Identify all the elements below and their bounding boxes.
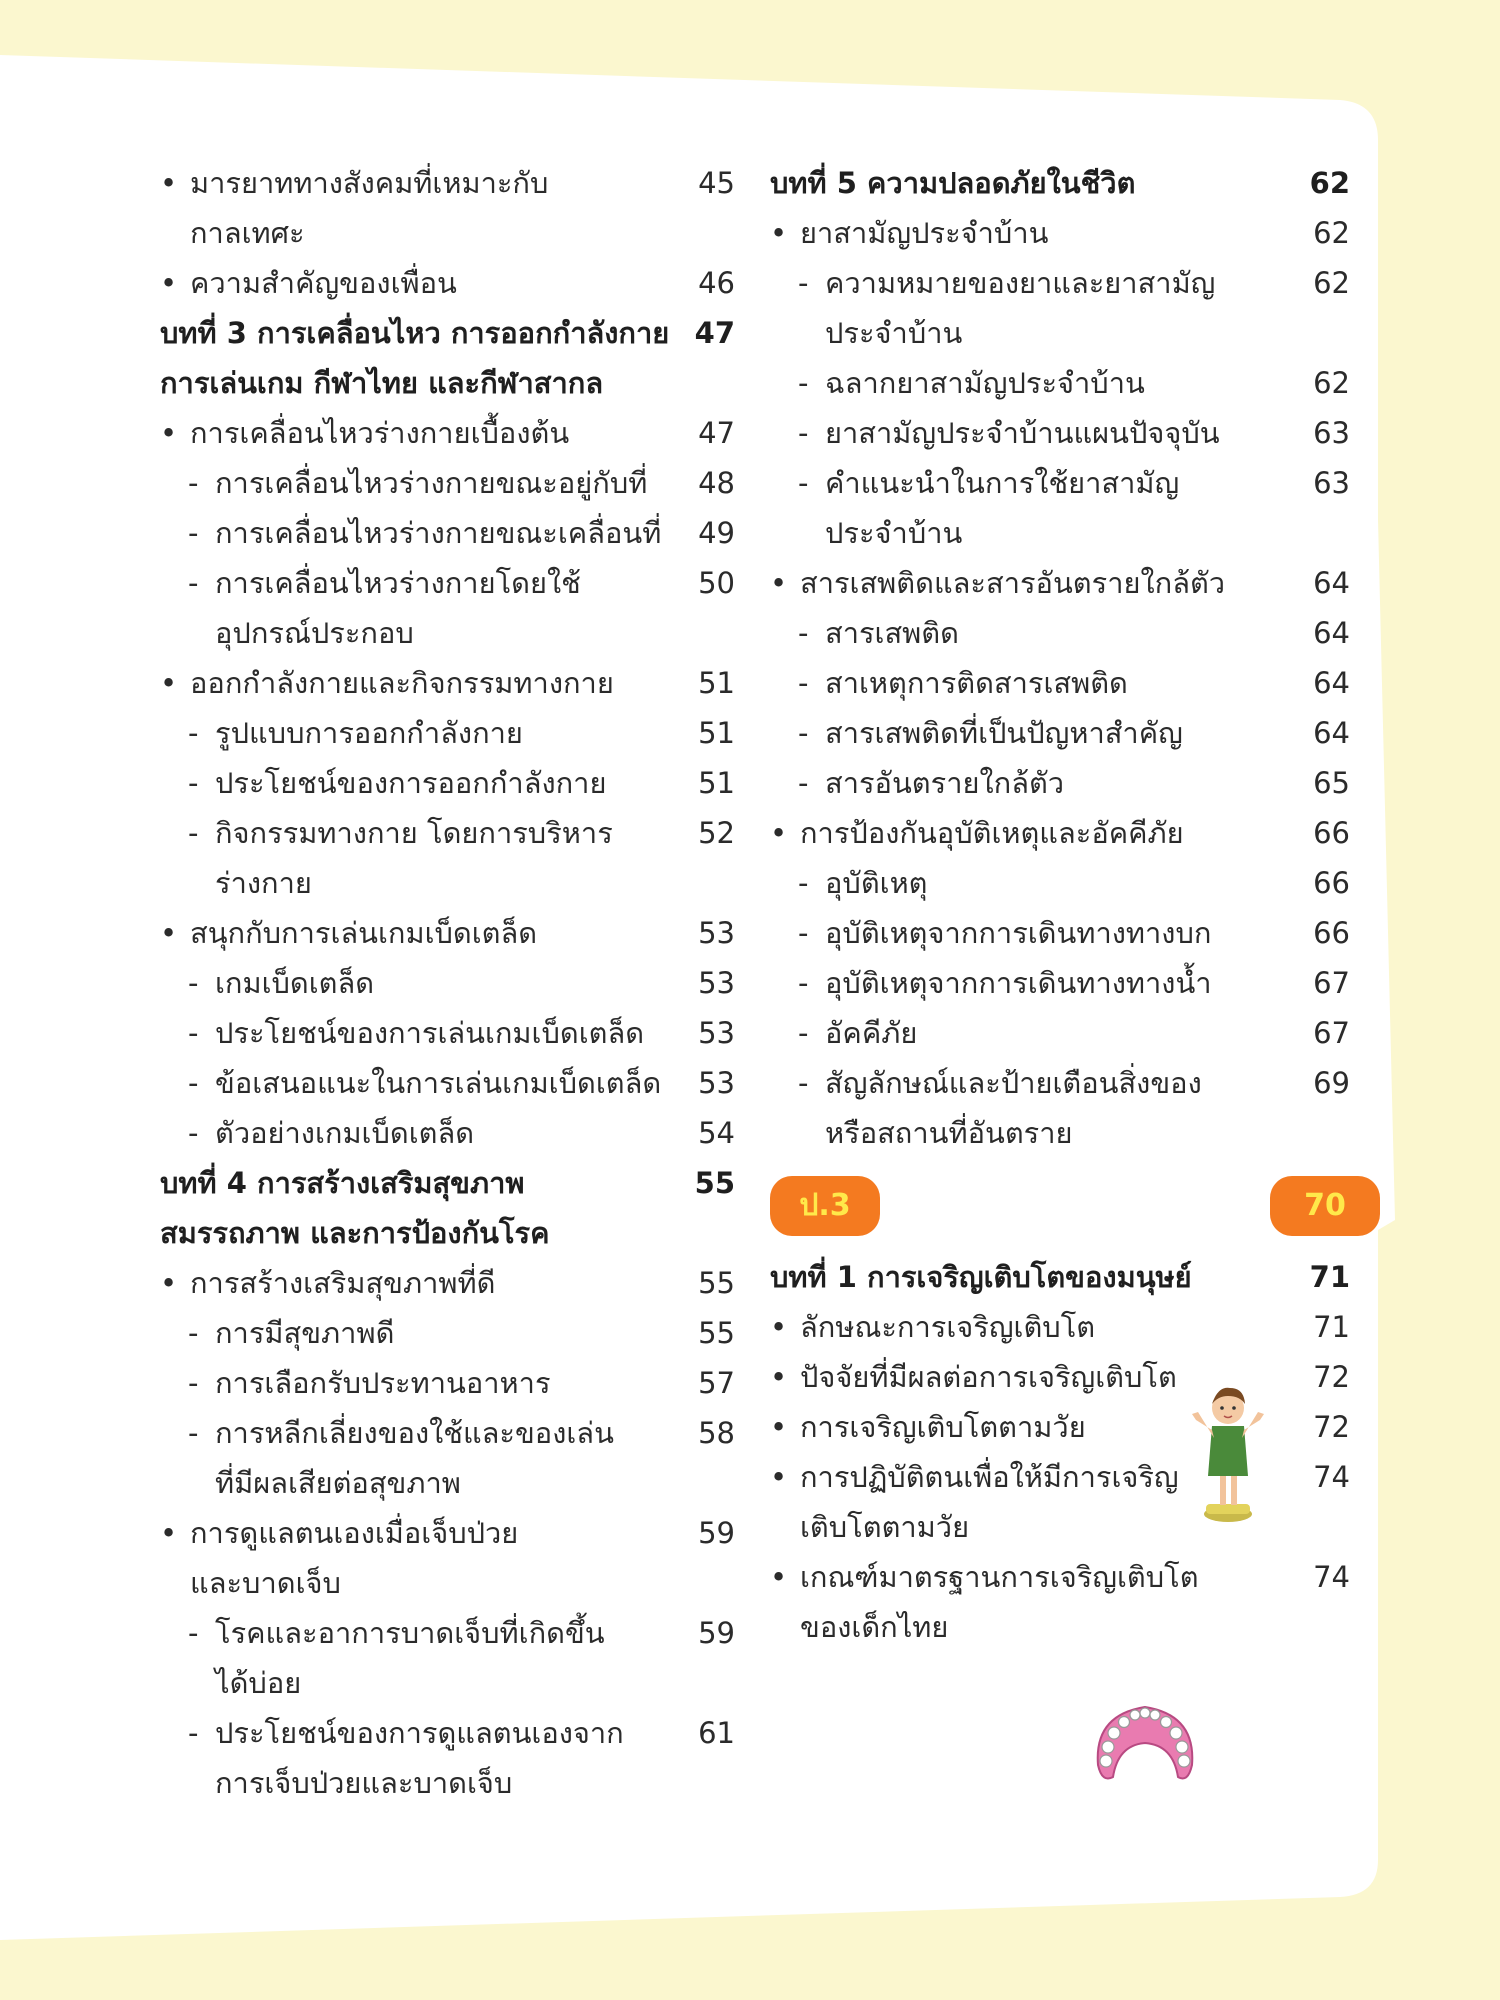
toc-page-number: 61 <box>698 1716 735 1750</box>
toc-page-number: 58 <box>698 1416 735 1450</box>
toc-entry-title: กิจกรรมทางกาย โดยการบริหาร <box>215 816 613 850</box>
toc-entry-title: มารยาททางสังคมที่เหมาะกับ <box>190 166 549 200</box>
toc-subtopic <box>160 758 735 808</box>
toc-page-number: 47 <box>694 316 735 350</box>
toc-subtopic <box>160 1708 735 1758</box>
toc-page-number: 52 <box>698 816 735 850</box>
toc-page-number: 64 <box>1313 666 1350 700</box>
dash-mark: - <box>188 466 199 500</box>
toc-page-number: 62 <box>1313 216 1350 250</box>
toc-topic <box>160 1258 735 1308</box>
toc-page-number: 53 <box>698 1016 735 1050</box>
toc-subtopic <box>160 508 735 558</box>
toc-entry-title: ร่างกาย <box>215 866 312 900</box>
toc-page-number: 46 <box>698 266 735 300</box>
toc-entry-title: ประจำบ้าน <box>825 516 963 550</box>
toc-subtopic <box>160 708 735 758</box>
dash-mark: - <box>798 266 809 300</box>
bullet-mark: • <box>770 1360 788 1394</box>
dash-mark: - <box>188 1316 199 1350</box>
bullet-mark: • <box>160 416 178 450</box>
bullet-mark: • <box>770 566 788 600</box>
toc-entry-title: สารเสพติด <box>825 616 959 650</box>
toc-entry-title: การมีสุขภาพดี <box>215 1316 395 1350</box>
toc-subtopic-continued <box>160 858 735 908</box>
toc-entry-title: ที่มีผลเสียต่อสุขภาพ <box>215 1466 461 1500</box>
toc-entry-title: เกณฑ์มาตรฐานการเจริญเติบโต <box>800 1560 1199 1594</box>
toc-subtopic <box>770 608 1350 658</box>
toc-subtopic <box>770 908 1350 958</box>
grade-page-pill: 70 <box>1270 1176 1380 1236</box>
toc-page-number: 67 <box>1313 966 1350 1000</box>
toc-subtopic-continued <box>160 1758 735 1808</box>
toc-entry-title: การเคลื่อนไหวร่างกายขณะเคลื่อนที่ <box>215 516 662 550</box>
toc-entry-title: สารอันตรายใกล้ตัว <box>825 766 1065 800</box>
toc-page-number: 59 <box>698 1616 735 1650</box>
toc-entry-title: ประโยชน์ของการดูแลตนเองจาก <box>215 1716 624 1750</box>
toc-entry-title: อุบัติเหตุจากการเดินทางทางน้ำ <box>825 966 1212 1000</box>
toc-subtopic <box>770 358 1350 408</box>
toc-page-number: 53 <box>698 966 735 1000</box>
toc-subtopic <box>160 958 735 1008</box>
toc-subtopic <box>770 708 1350 758</box>
bullet-mark: • <box>770 216 788 250</box>
toc-entry-title: เติบโตตามวัย <box>800 1510 970 1544</box>
toc-subtopic <box>770 408 1350 458</box>
toc-subtopic-continued <box>770 508 1350 558</box>
toc-topic <box>160 1508 735 1558</box>
dash-mark: - <box>188 1016 199 1050</box>
toc-entry-title: รูปแบบการออกกำลังกาย <box>215 716 523 750</box>
toc-subtopic-continued <box>160 1458 735 1508</box>
toc-page-number: 66 <box>1313 816 1350 850</box>
grade-section-bar <box>770 1176 1350 1242</box>
bullet-mark: • <box>160 1266 178 1300</box>
toc-entry-title: ของเด็กไทย <box>800 1610 949 1644</box>
toc-subtopic <box>160 558 735 608</box>
toc-chapter <box>160 358 735 408</box>
toc-topic <box>160 408 735 458</box>
dash-mark: - <box>188 516 199 550</box>
bullet-mark: • <box>770 1310 788 1344</box>
toc-entry-title: สารเสพติดและสารอันตรายใกล้ตัว <box>800 566 1226 600</box>
toc-subtopic <box>160 1608 735 1658</box>
toc-page-number: 74 <box>1313 1560 1350 1594</box>
dash-mark: - <box>798 666 809 700</box>
dash-mark: - <box>798 416 809 450</box>
toc-entry-title: สาเหตุการติดสารเสพติด <box>825 666 1128 700</box>
grade-label-pill: ป.3 <box>770 1176 880 1236</box>
toc-topic <box>770 808 1350 858</box>
dash-mark: - <box>798 1066 809 1100</box>
toc-entry-title: และบาดเจ็บ <box>190 1566 341 1600</box>
toc-entry-title: สมรรถภาพ และการป้องกันโรค <box>160 1216 550 1250</box>
toc-chapter <box>160 308 735 358</box>
toc-entry-title: ความสำคัญของเพื่อน <box>190 266 457 300</box>
dash-mark: - <box>188 1366 199 1400</box>
dash-mark: - <box>188 816 199 850</box>
toc-entry-title: บทที่ 3 การเคลื่อนไหว การออกกำลังกาย <box>160 316 670 350</box>
toc-page-number: 49 <box>698 516 735 550</box>
toc-subtopic <box>160 1308 735 1358</box>
toc-topic-continued <box>160 208 735 258</box>
toc-page-number: 51 <box>698 766 735 800</box>
toc-subtopic-continued <box>770 1108 1350 1158</box>
toc-page-number: 50 <box>698 566 735 600</box>
toc-entry-title: สารเสพติดที่เป็นปัญหาสำคัญ <box>825 716 1183 750</box>
toc-topic <box>160 158 735 208</box>
dash-mark: - <box>188 1116 199 1150</box>
dash-mark: - <box>798 616 809 650</box>
bullet-mark: • <box>160 916 178 950</box>
toc-entry-title: การเจ็บป่วยและบาดเจ็บ <box>215 1766 513 1800</box>
toc-entry-title: อุบัติเหตุ <box>825 866 928 900</box>
toc-entry-title: การดูแลตนเองเมื่อเจ็บป่วย <box>190 1516 519 1550</box>
bullet-mark: • <box>160 266 178 300</box>
toc-chapter <box>770 158 1350 208</box>
dash-mark: - <box>798 866 809 900</box>
toc-entry-title: ได้บ่อย <box>215 1666 302 1700</box>
toc-entry-title: การเคลื่อนไหวร่างกายขณะอยู่กับที่ <box>215 466 648 500</box>
dash-mark: - <box>798 366 809 400</box>
toc-entry-title: ประโยชน์ของการเล่นเกมเบ็ดเตล็ด <box>215 1016 645 1050</box>
toc-subtopic <box>160 808 735 858</box>
toc-page-number: 55 <box>694 1166 735 1200</box>
toc-entry-title: การเคลื่อนไหวร่างกายโดยใช้ <box>215 566 581 600</box>
bullet-mark: • <box>770 1460 788 1494</box>
dash-mark: - <box>188 1416 199 1450</box>
toc-topic <box>770 1302 1350 1352</box>
toc-entry-title: โรคและอาการบาดเจ็บที่เกิดขึ้น <box>215 1616 605 1650</box>
toc-entry-title: บทที่ 4 การสร้างเสริมสุขภาพ <box>160 1166 525 1200</box>
toc-page-number: 62 <box>1313 366 1350 400</box>
toc-entry-title: ยาสามัญประจำบ้าน <box>800 216 1049 250</box>
toc-page-number: 55 <box>698 1316 735 1350</box>
dash-mark: - <box>188 716 199 750</box>
toc-topic <box>770 558 1350 608</box>
toc-subtopic <box>770 758 1350 808</box>
toc-subtopic <box>770 458 1350 508</box>
toc-page-number: 71 <box>1309 1260 1350 1294</box>
toc-entry-title: อุบัติเหตุจากการเดินทางทางบก <box>825 916 1212 950</box>
toc-page-number: 45 <box>698 166 735 200</box>
toc-subtopic <box>160 1058 735 1108</box>
toc-topic <box>770 1552 1350 1602</box>
toc-subtopic <box>770 658 1350 708</box>
toc-chapter <box>160 1158 735 1208</box>
toc-page-number: 66 <box>1313 916 1350 950</box>
toc-topic <box>770 208 1350 258</box>
toc-page-number: 71 <box>1313 1310 1350 1344</box>
toc-entry-title: การเจริญเติบโตตามวัย <box>800 1410 1086 1444</box>
toc-page-number: 54 <box>698 1116 735 1150</box>
dash-mark: - <box>798 916 809 950</box>
toc-chapter <box>770 1252 1350 1302</box>
left-column <box>160 158 735 1808</box>
toc-topic-continued <box>770 1602 1350 1652</box>
toc-subtopic-continued <box>160 608 735 658</box>
toc-entry-title: ประโยชน์ของการออกกำลังกาย <box>215 766 607 800</box>
toc-entry-title: ลักษณะการเจริญเติบโต <box>800 1310 1096 1344</box>
toc-entry-title: หรือสถานที่อันตราย <box>825 1116 1073 1150</box>
toc-page-number: 64 <box>1313 566 1350 600</box>
toc-subtopic <box>160 1008 735 1058</box>
toc-entry-title: ออกกำลังกายและกิจกรรมทางกาย <box>190 666 614 700</box>
dash-mark: - <box>798 966 809 1000</box>
toc-entry-title: การป้องกันอุบัติเหตุและอัคคีภัย <box>800 816 1184 850</box>
toc-subtopic <box>160 1108 735 1158</box>
bullet-mark: • <box>770 816 788 850</box>
dash-mark: - <box>188 1616 199 1650</box>
toc-entry-title: การปฏิบัติตนเพื่อให้มีการเจริญ <box>800 1460 1179 1494</box>
toc-page-number: 47 <box>698 416 735 450</box>
toc-subtopic <box>770 1058 1350 1108</box>
dash-mark: - <box>188 566 199 600</box>
toc-entry-title: ประจำบ้าน <box>825 316 963 350</box>
toc-page-number: 64 <box>1313 616 1350 650</box>
toc-entry-title: ฉลากยาสามัญประจำบ้าน <box>825 366 1145 400</box>
toc-page-number: 48 <box>698 466 735 500</box>
toc-entry-title: สัญลักษณ์และป้ายเตือนสิ่งของ <box>825 1066 1202 1100</box>
dash-mark: - <box>798 466 809 500</box>
toc-page-number: 69 <box>1313 1066 1350 1100</box>
dash-mark: - <box>188 1066 199 1100</box>
toc-page-number: 53 <box>698 1066 735 1100</box>
toc-entry-title: สนุกกับการเล่นเกมเบ็ดเตล็ด <box>190 916 538 950</box>
teeth-model-illustration <box>1088 1695 1203 1790</box>
toc-page-number: 63 <box>1313 416 1350 450</box>
toc-page-number: 65 <box>1313 766 1350 800</box>
toc-entry-title: อุปกรณ์ประกอบ <box>215 616 414 650</box>
toc-entry-title: กาลเทศะ <box>190 216 305 250</box>
toc-subtopic <box>770 958 1350 1008</box>
dash-mark: - <box>798 716 809 750</box>
toc-page-number: 72 <box>1313 1360 1350 1394</box>
toc-page-number: 63 <box>1313 466 1350 500</box>
toc-subtopic <box>770 258 1350 308</box>
bullet-mark: • <box>160 166 178 200</box>
toc-subtopic-continued <box>770 308 1350 358</box>
dash-mark: - <box>188 966 199 1000</box>
toc-subtopic-continued <box>160 1658 735 1708</box>
toc-topic <box>160 258 735 308</box>
toc-topic <box>160 908 735 958</box>
toc-entry-title: การเลือกรับประทานอาหาร <box>215 1366 551 1400</box>
dash-mark: - <box>798 766 809 800</box>
toc-subtopic <box>160 1358 735 1408</box>
boy-on-scale-illustration <box>1188 1378 1268 1523</box>
bullet-mark: • <box>160 666 178 700</box>
toc-subtopic <box>770 858 1350 908</box>
toc-page-number: 67 <box>1313 1016 1350 1050</box>
toc-subtopic <box>770 1008 1350 1058</box>
toc-entry-title: การเคลื่อนไหวร่างกายเบื้องต้น <box>190 416 570 450</box>
toc-subtopic <box>160 1408 735 1458</box>
toc-page-number: 74 <box>1313 1460 1350 1494</box>
toc-entry-title: การหลีกเลี่ยงของใช้และของเล่น <box>215 1416 614 1450</box>
dash-mark: - <box>188 1716 199 1750</box>
toc-chapter <box>160 1208 735 1258</box>
toc-page-number: 66 <box>1313 866 1350 900</box>
toc-entry-title: ยาสามัญประจำบ้านแผนปัจจุบัน <box>825 416 1220 450</box>
toc-topic <box>160 658 735 708</box>
toc-page-number: 55 <box>698 1266 735 1300</box>
toc-page-number: 57 <box>698 1366 735 1400</box>
toc-entry-title: คำแนะนำในการใช้ยาสามัญ <box>825 466 1180 500</box>
bullet-mark: • <box>160 1516 178 1550</box>
toc-page-number: 59 <box>698 1516 735 1550</box>
toc-page-number: 51 <box>698 666 735 700</box>
toc-page-number: 64 <box>1313 716 1350 750</box>
toc-subtopic <box>160 458 735 508</box>
bullet-mark: • <box>770 1410 788 1444</box>
toc-entry-title: เกมเบ็ดเตล็ด <box>215 966 375 1000</box>
toc-entry-title: การเล่นเกม กีฬาไทย และกีฬาสากล <box>160 366 604 400</box>
toc-page-number: 62 <box>1309 166 1350 200</box>
toc-entry-title: ข้อเสนอแนะในการเล่นเกมเบ็ดเตล็ด <box>215 1066 662 1100</box>
dash-mark: - <box>188 766 199 800</box>
dash-mark: - <box>798 1016 809 1050</box>
toc-entry-title: ตัวอย่างเกมเบ็ดเตล็ด <box>215 1116 475 1150</box>
toc-page-number: 51 <box>698 716 735 750</box>
toc-page-number: 72 <box>1313 1410 1350 1444</box>
toc-entry-title: อัคคีภัย <box>825 1016 918 1050</box>
toc-topic-continued <box>160 1558 735 1608</box>
toc-entry-title: ปัจจัยที่มีผลต่อการเจริญเติบโต <box>800 1360 1177 1394</box>
toc-entry-title: บทที่ 1 การเจริญเติบโตของมนุษย์ <box>770 1260 1192 1294</box>
toc-page-number: 53 <box>698 916 735 950</box>
toc-entry-title: บทที่ 5 ความปลอดภัยในชีวิต <box>770 166 1136 200</box>
toc-page-number: 62 <box>1313 266 1350 300</box>
toc-entry-title: การสร้างเสริมสุขภาพที่ดี <box>190 1266 496 1300</box>
toc-entry-title: ความหมายของยาและยาสามัญ <box>825 266 1216 300</box>
bullet-mark: • <box>770 1560 788 1594</box>
